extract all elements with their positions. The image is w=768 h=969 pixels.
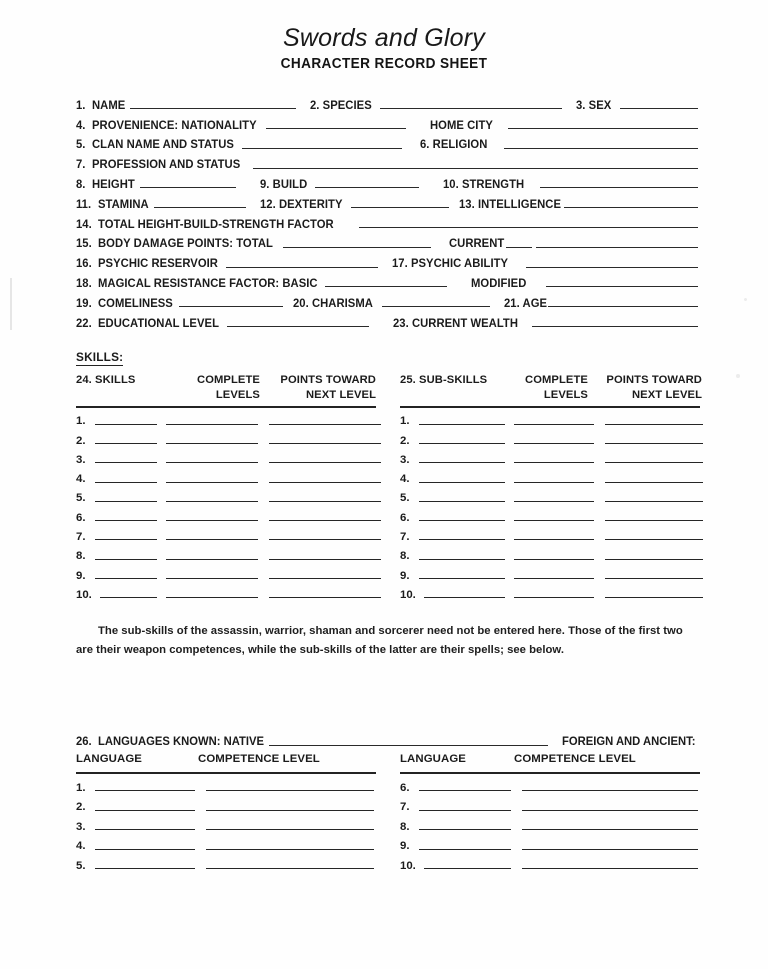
column-header-complete-levels (168, 373, 264, 405)
table-row (400, 562, 700, 581)
row-number: 7. (400, 801, 410, 814)
input-magic-resistance-modified[interactable] (546, 286, 698, 287)
column-header-line2: NEXT LEVEL (632, 389, 702, 401)
table-row (76, 562, 376, 581)
row-number: 4. (76, 840, 86, 853)
input-language[interactable] (95, 790, 195, 791)
input-nationality[interactable] (266, 128, 406, 129)
skills-table-left (76, 373, 376, 601)
table-row (400, 774, 700, 794)
skills-table-right (400, 373, 700, 601)
label-religion: 6. RELIGION (420, 138, 488, 152)
input-charisma[interactable] (382, 306, 490, 307)
label-strength: 10. STRENGTH (442, 177, 524, 191)
input-competence-level[interactable] (206, 810, 374, 811)
column-header-line1: POINTS TOWARD (280, 374, 376, 386)
input-language[interactable] (95, 829, 195, 830)
table-row (76, 833, 376, 853)
table-row (76, 582, 376, 601)
table-row (400, 485, 700, 504)
input-competence-level[interactable] (522, 790, 698, 791)
row-number: 1. (400, 415, 410, 428)
input-current-underline-a[interactable] (506, 247, 532, 248)
input-skill-levels[interactable] (166, 539, 258, 540)
input-subskill-points[interactable] (605, 501, 703, 502)
input-profession[interactable] (253, 168, 698, 169)
column-header-competence-level: COMPETENCE LEVEL (514, 753, 636, 765)
input-language[interactable] (424, 868, 511, 869)
label-current: CURRENT (448, 237, 504, 251)
row-number: 3. (76, 453, 86, 466)
input-subskill-points[interactable] (605, 597, 703, 598)
input-skill-levels[interactable] (166, 597, 258, 598)
row-number: 6. (400, 511, 410, 524)
character-attributes-form (76, 92, 698, 330)
skills-left-column-headers (76, 373, 376, 405)
row-number: 22. (76, 316, 92, 330)
row-number: 5. (76, 859, 86, 872)
row-number: 1. (76, 781, 86, 794)
table-row (76, 427, 376, 446)
table-row (76, 485, 376, 504)
label-hbs-factor: TOTAL HEIGHT-BUILD-STRENGTH FACTOR (98, 217, 335, 231)
input-skill-name[interactable] (100, 597, 157, 598)
input-subskill-name[interactable] (419, 462, 505, 463)
table-row (400, 447, 700, 466)
label-charisma: 20. CHARISMA (293, 296, 374, 310)
table-row (400, 427, 700, 446)
label-provenience: PROVENIENCE: NATIONALITY (91, 118, 257, 132)
input-competence-level[interactable] (522, 868, 698, 869)
input-skill-points[interactable] (269, 501, 381, 502)
input-native-language[interactable] (269, 745, 548, 746)
column-header-complete-levels (504, 373, 592, 405)
input-subskill-levels[interactable] (514, 462, 594, 463)
table-row (400, 543, 700, 562)
scan-speck (744, 298, 747, 301)
input-skill-points[interactable] (269, 424, 381, 425)
input-competence-level[interactable] (522, 810, 698, 811)
label-education: EDUCATIONAL LEVEL (98, 316, 220, 330)
page-subtitle: CHARACTER RECORD SHEET (280, 56, 488, 72)
table-row (76, 504, 376, 523)
input-subskill-points[interactable] (605, 462, 703, 463)
input-skill-name[interactable] (95, 578, 157, 579)
input-body-damage-total[interactable] (283, 247, 431, 248)
row-number: 1. (76, 98, 86, 112)
input-subskill-points[interactable] (605, 539, 703, 540)
input-skill-points[interactable] (269, 520, 381, 521)
table-row (400, 582, 700, 601)
row-number: 5. (400, 492, 410, 505)
input-subskill-levels[interactable] (514, 539, 594, 540)
input-psychic-ability[interactable] (526, 267, 698, 268)
input-subskill-levels[interactable] (514, 501, 594, 502)
row-number: 5. (76, 138, 86, 152)
input-skill-levels[interactable] (166, 520, 258, 521)
row-number: 14. (76, 217, 92, 231)
row-number: 10. (76, 588, 92, 601)
form-row-magic-resistance (76, 270, 698, 290)
column-header-line2: LEVELS (543, 389, 588, 401)
input-skill-levels[interactable] (166, 482, 258, 483)
input-subskill-name[interactable] (419, 501, 505, 502)
input-skill-levels[interactable] (166, 501, 258, 502)
row-number: 11. (76, 197, 92, 211)
input-skill-name[interactable] (95, 424, 157, 425)
input-language[interactable] (419, 790, 511, 791)
input-subskill-points[interactable] (605, 578, 703, 579)
row-number: 8. (400, 550, 410, 563)
column-header-line1: COMPLETE (525, 374, 588, 386)
label-psychic-ability: 17. PSYCHIC ABILITY (391, 257, 509, 271)
input-skill-points[interactable] (269, 539, 381, 540)
input-subskill-levels[interactable] (514, 597, 594, 598)
input-subskill-points[interactable] (605, 443, 703, 444)
label-species: 2. SPECIES (310, 98, 372, 112)
input-subskill-points[interactable] (605, 482, 703, 483)
label-foreign-and-ancient: FOREIGN AND ANCIENT: (562, 735, 696, 748)
row-number: 7. (76, 531, 86, 544)
input-skill-points[interactable] (269, 462, 381, 463)
input-dexterity[interactable] (351, 207, 449, 208)
row-number: 19. (76, 296, 92, 310)
languages-table (76, 753, 700, 872)
column-header-line2: LEVELS (215, 389, 260, 401)
label-modified: MODIFIED (470, 276, 527, 290)
table-row (400, 813, 700, 833)
input-competence-level[interactable] (522, 849, 698, 850)
row-number: 9. (76, 569, 86, 582)
input-subskill-levels[interactable] (514, 482, 594, 483)
column-header-line1: POINTS TOWARD (606, 374, 702, 386)
input-language[interactable] (419, 849, 511, 850)
input-subskill-levels[interactable] (514, 520, 594, 521)
input-strength[interactable] (540, 187, 698, 188)
label-age: 21. AGE (503, 296, 547, 310)
row-number: 18. (76, 276, 92, 290)
input-stamina[interactable] (154, 207, 246, 208)
label-home-city: HOME CITY (429, 118, 493, 132)
input-intelligence[interactable] (564, 207, 698, 208)
input-name[interactable] (130, 108, 296, 109)
input-clan[interactable] (242, 148, 402, 149)
column-header-language: LANGUAGE (400, 753, 466, 765)
label-wealth: 23. CURRENT WEALTH (393, 316, 519, 330)
table-row (400, 524, 700, 543)
row-number: 7. (76, 158, 86, 172)
label-magic-resistance: MAGICAL RESISTANCE FACTOR: BASIC (98, 276, 318, 290)
input-skill-points[interactable] (269, 443, 381, 444)
input-wealth[interactable] (532, 326, 698, 327)
label-languages-known-native: LANGUAGES KNOWN: NATIVE (98, 735, 265, 748)
sub-skills-note: The sub-skills of the assassin, warrior, shaman and sorcerer need not be entered here. Those of the first two are their weapon competences, while the sub-skills of the latter are their spells; see below. (76, 625, 683, 656)
input-subskill-points[interactable] (605, 520, 703, 521)
input-sex[interactable] (620, 108, 698, 109)
column-header-language: LANGUAGE (76, 753, 142, 765)
input-skill-name[interactable] (95, 539, 157, 540)
skills-section-heading: SKILLS: (76, 350, 124, 364)
table-row (76, 794, 376, 814)
column-header-competence-level: COMPETENCE LEVEL (198, 753, 320, 765)
input-skill-levels[interactable] (166, 462, 258, 463)
form-row-body-damage (76, 231, 698, 251)
input-home-city[interactable] (508, 128, 698, 129)
input-subskill-name[interactable] (419, 539, 505, 540)
input-comeliness[interactable] (179, 306, 283, 307)
input-education[interactable] (227, 326, 369, 327)
row-number: 10. (400, 588, 416, 601)
table-row (76, 408, 376, 427)
label-height: HEIGHT (91, 177, 135, 191)
input-language[interactable] (95, 849, 195, 850)
row-number: 8. (76, 177, 86, 191)
languages-section-heading (76, 730, 700, 748)
form-row-comeliness (76, 290, 698, 310)
table-row (76, 447, 376, 466)
input-language[interactable] (95, 810, 195, 811)
input-skill-name[interactable] (95, 520, 157, 521)
input-subskill-name[interactable] (419, 482, 505, 483)
input-competence-level[interactable] (206, 790, 374, 791)
row-number: 9. (400, 569, 410, 582)
input-subskill-name[interactable] (419, 520, 505, 521)
table-row (400, 408, 700, 427)
label-clan: CLAN NAME AND STATUS (91, 138, 234, 152)
languages-left-column-headers (76, 753, 376, 771)
input-subskill-name[interactable] (419, 424, 505, 425)
languages-right-column-headers (400, 753, 700, 771)
input-subskill-levels[interactable] (514, 559, 594, 560)
row-number: 4. (76, 473, 86, 486)
input-skill-name[interactable] (95, 462, 157, 463)
row-number: 2. (400, 434, 410, 447)
input-build[interactable] (315, 187, 419, 188)
row-number: 5. (76, 492, 86, 505)
input-skill-points[interactable] (269, 597, 381, 598)
row-number: 10. (400, 859, 416, 872)
input-hbs-factor[interactable] (359, 227, 698, 228)
row-number: 16. (76, 257, 92, 271)
form-row-education (76, 310, 698, 330)
languages-table-right (400, 753, 700, 872)
table-column-gap (376, 753, 400, 872)
form-row-stamina (76, 191, 698, 211)
form-row-hbs-factor (76, 211, 698, 231)
row-number: 2. (76, 434, 86, 447)
label-name: NAME (91, 98, 126, 112)
row-number: 9. (400, 840, 410, 853)
input-competence-level[interactable] (206, 829, 374, 830)
scan-speck (736, 374, 740, 378)
label-stamina: STAMINA (97, 197, 149, 211)
label-sex: 3. SEX (575, 98, 612, 112)
table-row (400, 794, 700, 814)
row-number: 3. (400, 453, 410, 466)
input-skill-levels[interactable] (166, 443, 258, 444)
input-language[interactable] (419, 829, 511, 830)
table-row (76, 813, 376, 833)
input-subskill-name[interactable] (419, 578, 505, 579)
row-number: 15. (76, 237, 92, 251)
label-dexterity: 12. DEXTERITY (259, 197, 343, 211)
table-row (400, 852, 700, 872)
table-row (400, 466, 700, 485)
row-number: 7. (400, 531, 410, 544)
label-build: 9. BUILD (259, 177, 308, 191)
input-psychic-reservoir[interactable] (226, 267, 378, 268)
column-header-points-toward-next-level (592, 373, 702, 405)
label-intelligence: 13. INTELLIGENCE (459, 197, 562, 211)
input-competence-level[interactable] (206, 849, 374, 850)
table-row (400, 833, 700, 853)
input-skill-name[interactable] (95, 443, 157, 444)
label-body-damage: BODY DAMAGE POINTS: TOTAL (98, 237, 274, 251)
input-competence-level[interactable] (206, 868, 374, 869)
row-number: 4. (76, 118, 86, 132)
subskills-right-column-headers (400, 373, 700, 405)
input-subskill-name[interactable] (424, 597, 505, 598)
title-block (0, 24, 768, 72)
input-magic-resistance-basic[interactable] (325, 286, 447, 287)
label-psychic-reservoir: PSYCHIC RESERVOIR (98, 257, 219, 271)
input-subskill-levels[interactable] (514, 424, 594, 425)
input-subskill-name[interactable] (419, 443, 505, 444)
row-number: 6. (76, 511, 86, 524)
input-subskill-name[interactable] (419, 559, 505, 560)
form-row-name (76, 92, 698, 112)
input-skill-points[interactable] (269, 578, 381, 579)
input-subskill-points[interactable] (605, 424, 703, 425)
column-header-line2: NEXT LEVEL (306, 389, 376, 401)
form-row-clan (76, 132, 698, 152)
row-number: 8. (400, 820, 410, 833)
column-header-line1: COMPLETE (197, 374, 260, 386)
label-comeliness: COMELINESS (98, 296, 174, 310)
row-number: 8. (76, 550, 86, 563)
form-row-psychic-reservoir (76, 250, 698, 270)
form-row-profession (76, 151, 698, 171)
form-row-provenience (76, 112, 698, 132)
input-skill-levels[interactable] (166, 559, 258, 560)
row-number: 6. (400, 781, 410, 794)
input-competence-level[interactable] (522, 829, 698, 830)
input-language[interactable] (95, 868, 195, 869)
table-column-gap (376, 373, 400, 601)
page-title: Swords and Glory (283, 24, 485, 52)
column-header-points-toward-next-level (264, 373, 376, 405)
input-skill-name[interactable] (95, 559, 157, 560)
table-row (76, 466, 376, 485)
table-row (76, 543, 376, 562)
input-age[interactable] (548, 306, 698, 307)
scan-artifact-line (10, 278, 12, 330)
input-height[interactable] (140, 187, 236, 188)
input-skill-levels[interactable] (166, 578, 258, 579)
input-skill-points[interactable] (269, 559, 381, 560)
input-subskill-points[interactable] (605, 559, 703, 560)
table-row (400, 504, 700, 523)
input-skill-points[interactable] (269, 482, 381, 483)
input-species[interactable] (380, 108, 562, 109)
label-profession: PROFESSION AND STATUS (91, 158, 241, 172)
skills-table (76, 373, 700, 601)
table-row (76, 774, 376, 794)
row-number: 1. (76, 415, 86, 428)
input-body-damage-current[interactable] (536, 247, 698, 248)
input-subskill-levels[interactable] (514, 578, 594, 579)
column-header-skills: 24. SKILLS (76, 374, 136, 386)
row-number: 4. (400, 473, 410, 486)
input-religion[interactable] (504, 148, 698, 149)
input-skill-name[interactable] (95, 482, 157, 483)
input-language[interactable] (419, 810, 511, 811)
form-row-height (76, 171, 698, 191)
table-row (76, 852, 376, 872)
languages-table-left (76, 753, 376, 872)
input-subskill-levels[interactable] (514, 443, 594, 444)
row-number: 26. (76, 735, 92, 748)
column-header-sub-skills: 25. SUB-SKILLS (400, 374, 488, 386)
input-skill-name[interactable] (95, 501, 157, 502)
row-number: 3. (76, 820, 86, 833)
input-skill-levels[interactable] (166, 424, 258, 425)
row-number: 2. (76, 801, 86, 814)
table-row (76, 524, 376, 543)
